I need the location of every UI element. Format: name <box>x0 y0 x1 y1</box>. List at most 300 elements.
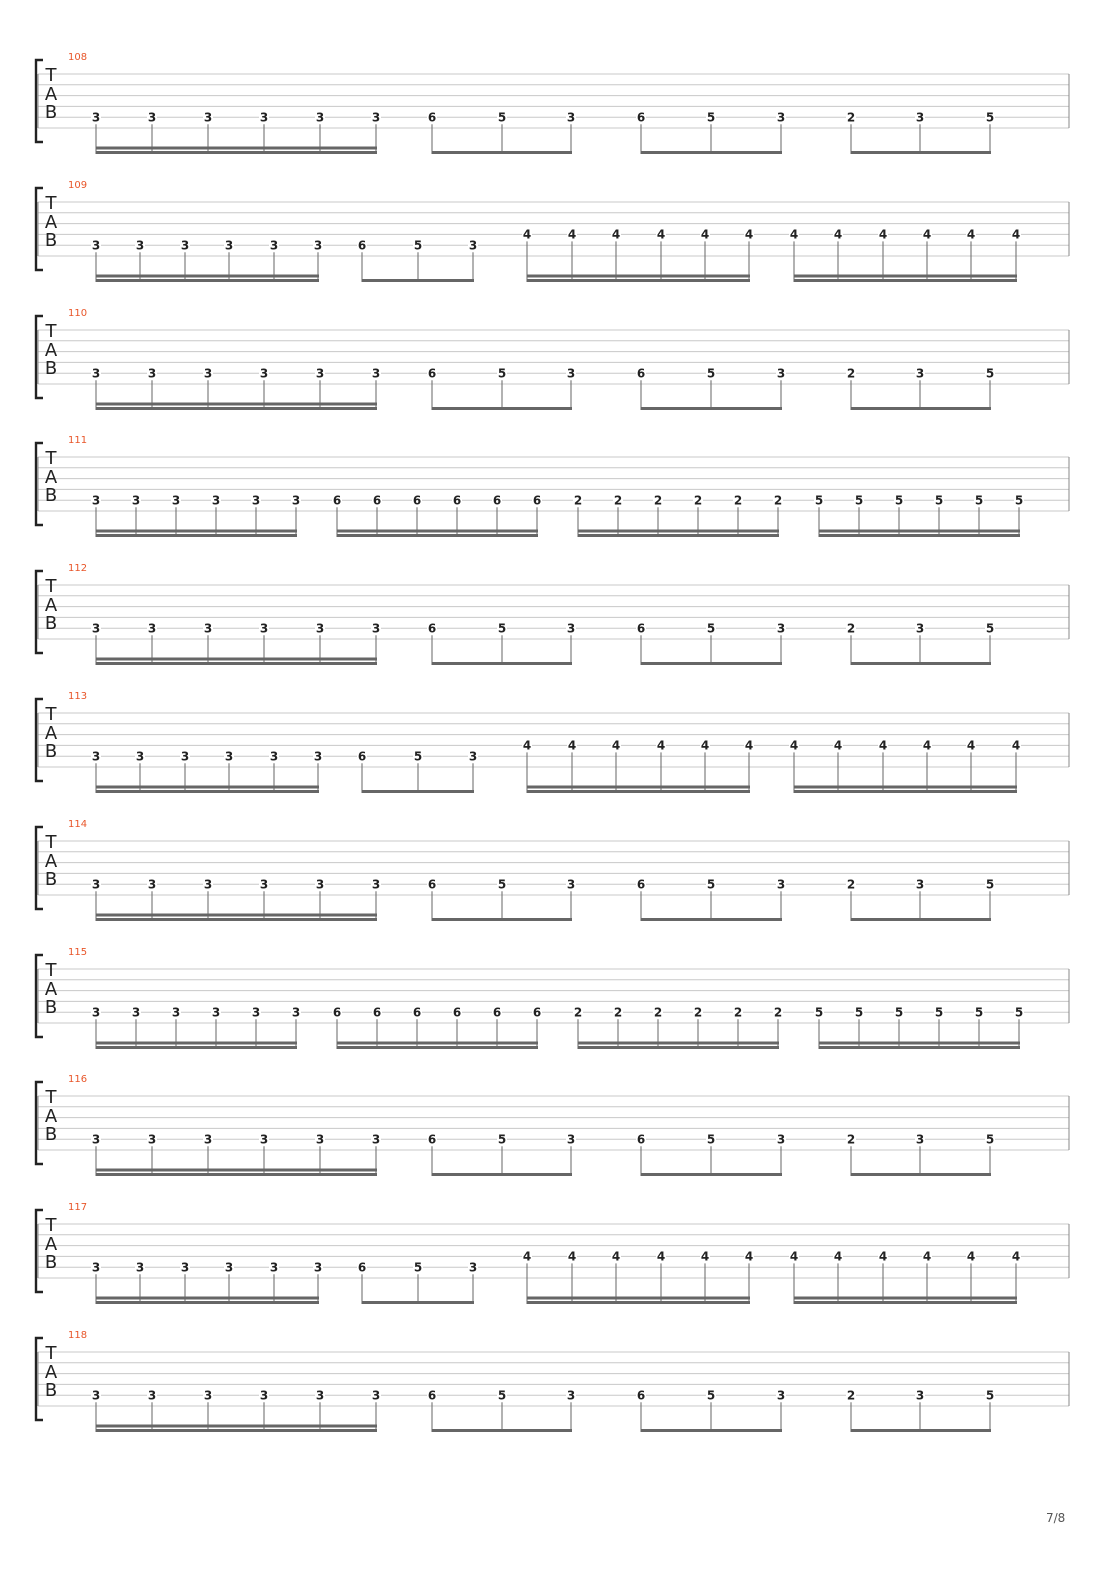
fret-number: 3 <box>91 1388 101 1403</box>
fret-number: 3 <box>147 365 157 380</box>
fret-number: 3 <box>371 877 381 892</box>
fret-number: 5 <box>985 1132 995 1147</box>
fret-number: 5 <box>1014 493 1024 508</box>
beam <box>851 918 991 921</box>
fret-number: 3 <box>147 877 157 892</box>
fret-number: 2 <box>653 1004 663 1019</box>
fret-number: 3 <box>251 493 261 508</box>
tab-clef-letter: B <box>44 102 58 123</box>
fret-number: 2 <box>846 621 856 636</box>
beam <box>96 1173 377 1176</box>
tab-clef-letter: T <box>45 576 57 598</box>
beam <box>337 530 538 533</box>
fret-number: 3 <box>313 238 323 253</box>
tab-system <box>0 691 1110 819</box>
beam <box>362 279 474 282</box>
fret-number: 2 <box>613 1004 623 1019</box>
beam <box>794 786 1017 789</box>
tab-clef-letter: A <box>44 211 58 233</box>
tab-staff <box>0 435 1110 563</box>
beam <box>96 279 319 282</box>
fret-number: 3 <box>915 1132 925 1147</box>
fret-number: 4 <box>966 738 976 753</box>
fret-number: 6 <box>412 493 422 508</box>
fret-number: 6 <box>332 493 342 508</box>
fret-number: 5 <box>894 1004 904 1019</box>
fret-number: 4 <box>1011 227 1021 242</box>
tab-clef-letter: B <box>44 996 58 1018</box>
system-bracket <box>36 1210 43 1292</box>
measure-number: 116 <box>68 1074 88 1086</box>
fret-number: 3 <box>203 1132 213 1147</box>
fret-number: 3 <box>566 110 576 125</box>
fret-number: 4 <box>878 738 888 753</box>
beam <box>641 1429 782 1432</box>
tab-clef-letter: B <box>44 613 58 635</box>
beam <box>819 534 1020 537</box>
tab-clef-letter: T <box>45 1343 57 1364</box>
tab-staff <box>0 691 1110 819</box>
beam <box>96 913 377 916</box>
fret-number: 6 <box>372 1004 382 1019</box>
fret-number: 4 <box>656 1249 666 1264</box>
fret-number: 3 <box>371 621 381 636</box>
fret-number: 3 <box>259 1132 269 1147</box>
fret-number: 3 <box>915 877 925 892</box>
system-bracket <box>36 443 43 525</box>
fret-number: 4 <box>611 738 621 753</box>
tab-clef-letter: B <box>44 741 58 762</box>
fret-number: 3 <box>776 1132 786 1147</box>
fret-number: 3 <box>259 621 269 636</box>
fret-number: 5 <box>985 365 995 380</box>
tab-system <box>0 947 1110 1075</box>
fret-number: 4 <box>833 1249 843 1264</box>
fret-number: 3 <box>915 365 925 380</box>
beam <box>96 658 377 661</box>
tab-clef-letter: B <box>44 1252 58 1274</box>
fret-number: 3 <box>131 493 141 508</box>
fret-number: 3 <box>315 1388 325 1403</box>
tab-clef-letter: A <box>44 339 58 361</box>
system-bracket <box>36 955 43 1037</box>
fret-number: 5 <box>985 1388 995 1403</box>
beam <box>337 1046 538 1049</box>
fret-number: 2 <box>693 1004 703 1019</box>
fret-number: 3 <box>776 1388 786 1403</box>
measure-number: 117 <box>68 1202 88 1214</box>
tab-clef-letter: A <box>44 723 58 744</box>
tab-clef-letter: A <box>44 978 58 1000</box>
beam <box>851 1429 991 1432</box>
fret-number: 6 <box>636 1388 646 1403</box>
beam <box>96 1429 377 1432</box>
system-bracket <box>36 1338 43 1420</box>
fret-number: 4 <box>922 1249 932 1264</box>
beam <box>578 534 779 537</box>
system-bracket <box>36 1082 43 1164</box>
fret-number: 5 <box>934 1004 944 1019</box>
fret-number: 6 <box>452 1004 462 1019</box>
fret-number: 3 <box>371 1388 381 1403</box>
fret-number: 4 <box>1011 1249 1021 1264</box>
fret-number: 3 <box>135 749 145 764</box>
beam <box>96 790 319 793</box>
beam <box>362 790 474 793</box>
measure-number: 114 <box>68 818 88 830</box>
fret-number: 6 <box>427 1132 437 1147</box>
fret-number: 2 <box>613 493 623 508</box>
fret-number: 6 <box>427 877 437 892</box>
fret-number: 5 <box>814 493 824 508</box>
beam <box>527 1297 750 1300</box>
fret-number: 3 <box>171 1004 181 1019</box>
tab-system <box>0 1074 1110 1202</box>
tab-clef-letter: T <box>45 1215 57 1237</box>
fret-number: 4 <box>744 738 754 753</box>
beam <box>96 402 377 405</box>
fret-number: 4 <box>966 227 976 242</box>
fret-number: 3 <box>147 110 157 125</box>
beam <box>851 1173 991 1176</box>
fret-number: 2 <box>846 110 856 125</box>
fret-number: 4 <box>878 227 888 242</box>
fret-number: 5 <box>985 621 995 636</box>
fret-number: 5 <box>497 1132 507 1147</box>
beam <box>794 274 1017 277</box>
fret-number: 5 <box>985 877 995 892</box>
fret-number: 5 <box>497 365 507 380</box>
fret-number: 6 <box>412 1004 422 1019</box>
fret-number: 3 <box>147 1388 157 1403</box>
system-bracket <box>36 699 43 781</box>
beam <box>96 786 319 789</box>
fret-number: 2 <box>846 877 856 892</box>
beam <box>578 530 779 533</box>
fret-number: 3 <box>915 621 925 636</box>
fret-number: 3 <box>269 238 279 253</box>
tab-clef-letter: B <box>44 357 58 379</box>
tab-staff <box>0 308 1110 436</box>
beam <box>96 1046 297 1049</box>
beam <box>96 1301 319 1304</box>
fret-number: 3 <box>91 1260 101 1275</box>
beam <box>851 407 991 410</box>
tab-system <box>0 180 1110 308</box>
fret-number: 6 <box>636 365 646 380</box>
fret-number: 3 <box>468 238 478 253</box>
tab-staff <box>0 180 1110 308</box>
fret-number: 3 <box>566 365 576 380</box>
fret-number: 3 <box>91 749 101 764</box>
fret-number: 5 <box>985 110 995 125</box>
fret-number: 4 <box>611 227 621 242</box>
fret-number: 3 <box>135 1260 145 1275</box>
measure-number: 111 <box>68 435 88 447</box>
fret-number: 2 <box>693 493 703 508</box>
fret-number: 3 <box>269 1260 279 1275</box>
beam <box>578 1041 779 1044</box>
fret-number: 3 <box>566 1132 576 1147</box>
fret-number: 4 <box>700 1249 710 1264</box>
fret-number: 5 <box>706 365 716 380</box>
fret-number: 6 <box>636 110 646 125</box>
beam <box>432 1429 572 1432</box>
fret-number: 2 <box>773 1004 783 1019</box>
system-bracket <box>36 316 43 398</box>
beam <box>96 1425 377 1428</box>
beam <box>851 151 991 154</box>
tab-clef-letter: A <box>44 1234 58 1256</box>
beam <box>794 1301 1017 1304</box>
fret-number: 3 <box>313 749 323 764</box>
fret-number: 4 <box>522 738 532 753</box>
fret-number: 6 <box>532 493 542 508</box>
measure-number: 115 <box>68 946 88 958</box>
fret-number: 3 <box>915 110 925 125</box>
tab-staff <box>0 819 1110 947</box>
beam <box>96 662 377 665</box>
fret-number: 2 <box>573 1004 583 1019</box>
fret-number: 4 <box>833 227 843 242</box>
fret-number: 4 <box>656 227 666 242</box>
beam <box>851 662 991 665</box>
fret-number: 3 <box>315 1132 325 1147</box>
fret-number: 3 <box>291 1004 301 1019</box>
tab-system <box>0 1330 1110 1458</box>
fret-number: 5 <box>413 238 423 253</box>
fret-number: 2 <box>773 493 783 508</box>
fret-number: 5 <box>854 493 864 508</box>
fret-number: 6 <box>357 749 367 764</box>
fret-number: 3 <box>135 238 145 253</box>
fret-number: 6 <box>636 1132 646 1147</box>
beam <box>337 1041 538 1044</box>
fret-number: 3 <box>224 238 234 253</box>
fret-number: 4 <box>833 738 843 753</box>
tab-clef-letter: B <box>44 485 58 507</box>
tab-clef-letter: B <box>44 1124 58 1146</box>
fret-number: 6 <box>357 1260 367 1275</box>
fret-number: 3 <box>180 749 190 764</box>
measure-number: 112 <box>68 563 88 575</box>
beam <box>96 151 377 154</box>
tab-staff <box>0 947 1110 1075</box>
beam <box>819 1041 1020 1044</box>
fret-number: 6 <box>636 877 646 892</box>
fret-number: 5 <box>974 493 984 508</box>
fret-number: 4 <box>966 1249 976 1264</box>
fret-number: 3 <box>211 1004 221 1019</box>
fret-number: 6 <box>452 493 462 508</box>
fret-number: 6 <box>372 493 382 508</box>
fret-number: 5 <box>706 1388 716 1403</box>
tab-clef-letter: T <box>45 1087 57 1109</box>
fret-number: 3 <box>91 110 101 125</box>
fret-number: 3 <box>203 877 213 892</box>
fret-number: 3 <box>203 621 213 636</box>
fret-number: 6 <box>427 110 437 125</box>
beam <box>432 662 572 665</box>
fret-number: 6 <box>427 621 437 636</box>
fret-number: 5 <box>814 1004 824 1019</box>
fret-number: 3 <box>259 1388 269 1403</box>
fret-number: 5 <box>497 621 507 636</box>
beam <box>641 407 782 410</box>
fret-number: 3 <box>91 621 101 636</box>
fret-number: 3 <box>566 1388 576 1403</box>
fret-number: 3 <box>224 1260 234 1275</box>
fret-number: 3 <box>211 493 221 508</box>
fret-number: 4 <box>700 738 710 753</box>
fret-number: 5 <box>706 877 716 892</box>
fret-number: 4 <box>567 1249 577 1264</box>
fret-number: 3 <box>776 365 786 380</box>
fret-number: 5 <box>854 1004 864 1019</box>
beam <box>794 1297 1017 1300</box>
fret-number: 4 <box>656 738 666 753</box>
fret-number: 3 <box>180 238 190 253</box>
tab-system <box>0 1202 1110 1330</box>
beam <box>527 1301 750 1304</box>
fret-number: 6 <box>532 1004 542 1019</box>
fret-number: 6 <box>332 1004 342 1019</box>
fret-number: 3 <box>776 877 786 892</box>
beam <box>96 1041 297 1044</box>
fret-number: 3 <box>371 110 381 125</box>
beam <box>96 274 319 277</box>
fret-number: 4 <box>744 1249 754 1264</box>
beam <box>794 279 1017 282</box>
fret-number: 3 <box>315 877 325 892</box>
fret-number: 4 <box>878 1249 888 1264</box>
fret-number: 3 <box>259 877 269 892</box>
tab-system <box>0 435 1110 563</box>
tab-staff <box>0 1074 1110 1202</box>
beam <box>527 279 750 282</box>
system-bracket <box>36 188 43 270</box>
fret-number: 3 <box>203 1388 213 1403</box>
fret-number: 3 <box>147 621 157 636</box>
beam <box>641 662 782 665</box>
system-bracket <box>36 571 43 653</box>
fret-number: 3 <box>776 110 786 125</box>
tab-system <box>0 52 1110 180</box>
fret-number: 5 <box>974 1004 984 1019</box>
tab-staff <box>0 1330 1110 1458</box>
beam <box>578 1046 779 1049</box>
fret-number: 3 <box>203 365 213 380</box>
fret-number: 3 <box>147 1132 157 1147</box>
tab-staff <box>0 1202 1110 1330</box>
beam <box>641 918 782 921</box>
fret-number: 3 <box>468 749 478 764</box>
fret-number: 3 <box>224 749 234 764</box>
fret-number: 4 <box>700 227 710 242</box>
fret-number: 3 <box>915 1388 925 1403</box>
system-bracket <box>36 827 43 909</box>
fret-number: 6 <box>492 493 502 508</box>
measure-number: 109 <box>68 179 88 191</box>
tab-clef-letter: T <box>45 448 57 470</box>
fret-number: 3 <box>259 365 269 380</box>
fret-number: 4 <box>567 227 577 242</box>
fret-number: 3 <box>371 1132 381 1147</box>
beam <box>527 790 750 793</box>
tab-clef-letter: A <box>44 1362 58 1383</box>
fret-number: 5 <box>706 110 716 125</box>
beam <box>819 1046 1020 1049</box>
fret-number: 5 <box>413 749 423 764</box>
fret-number: 3 <box>313 1260 323 1275</box>
fret-number: 5 <box>934 493 944 508</box>
fret-number: 3 <box>259 110 269 125</box>
fret-number: 3 <box>203 110 213 125</box>
measure-number: 118 <box>68 1330 88 1341</box>
tab-clef-letter: T <box>45 831 57 853</box>
fret-number: 4 <box>744 227 754 242</box>
fret-number: 3 <box>776 621 786 636</box>
fret-number: 2 <box>846 365 856 380</box>
fret-number: 2 <box>733 493 743 508</box>
fret-number: 6 <box>427 365 437 380</box>
fret-number: 6 <box>492 1004 502 1019</box>
tab-clef-letter: A <box>44 595 58 617</box>
fret-number: 3 <box>91 1132 101 1147</box>
fret-number: 4 <box>922 738 932 753</box>
fret-number: 3 <box>171 493 181 508</box>
fret-number: 2 <box>573 493 583 508</box>
fret-number: 3 <box>291 493 301 508</box>
fret-number: 3 <box>566 621 576 636</box>
fret-number: 4 <box>567 738 577 753</box>
beam <box>96 530 297 533</box>
fret-number: 4 <box>789 738 799 753</box>
fret-number: 3 <box>251 1004 261 1019</box>
page-number: 7/8 <box>1046 1511 1066 1525</box>
measure-number: 110 <box>68 307 88 319</box>
fret-number: 3 <box>131 1004 141 1019</box>
beam <box>432 151 572 154</box>
tab-clef-letter: B <box>44 229 58 251</box>
tab-clef-letter: T <box>45 704 57 725</box>
fret-number: 2 <box>733 1004 743 1019</box>
beam <box>96 147 377 150</box>
tab-clef-letter: A <box>44 84 58 105</box>
fret-number: 6 <box>357 238 367 253</box>
beam <box>819 530 1020 533</box>
fret-number: 5 <box>497 1388 507 1403</box>
fret-number: 3 <box>91 493 101 508</box>
beam <box>337 534 538 537</box>
fret-number: 5 <box>1014 1004 1024 1019</box>
tab-clef-letter: T <box>45 65 57 86</box>
measure-number: 113 <box>68 691 88 702</box>
tab-clef-letter: A <box>44 850 58 872</box>
tab-system <box>0 819 1110 947</box>
tab-system <box>0 308 1110 436</box>
tab-clef-letter: B <box>44 1380 58 1401</box>
beam <box>432 407 572 410</box>
fret-number: 5 <box>497 877 507 892</box>
tab-clef-letter: A <box>44 467 58 489</box>
fret-number: 4 <box>611 1249 621 1264</box>
fret-number: 5 <box>706 621 716 636</box>
fret-number: 3 <box>315 110 325 125</box>
beam <box>96 1297 319 1300</box>
fret-number: 2 <box>846 1132 856 1147</box>
fret-number: 4 <box>789 1249 799 1264</box>
